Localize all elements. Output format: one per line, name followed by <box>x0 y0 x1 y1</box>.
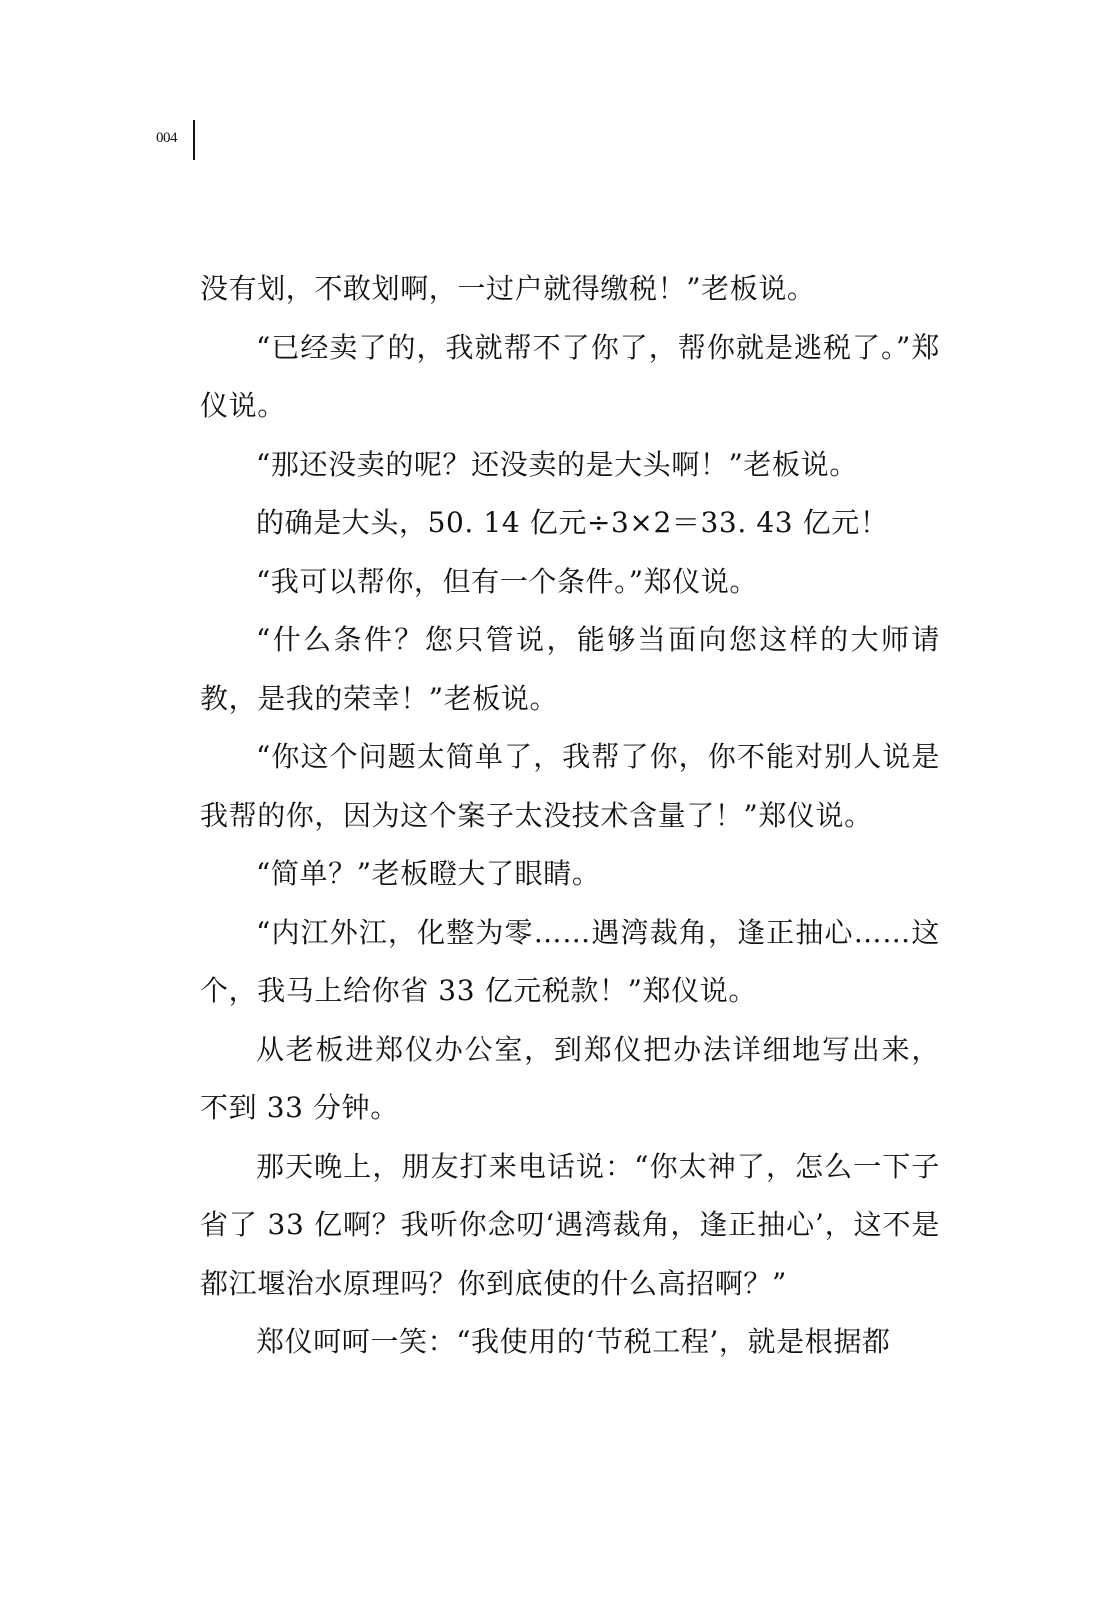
paragraph: “我可以帮你，但有一个条件。”郑仪说。 <box>256 564 759 598</box>
page-number-divider <box>193 120 195 160</box>
paragraph: “内江外江，化整为零……遇湾裁角，逢正抽心……这个，我马上给你省 33 亿元税款！”郑仪说。 <box>200 915 940 1007</box>
paragraph: 郑仪呵呵一笑：“我使用的‘节税工程’，就是根据都 <box>256 1325 891 1358</box>
page-number: 004 <box>156 130 177 146</box>
paragraph: 从老板进郑仪办公室，到郑仪把办法详细地写出来，不到 33 分钟。 <box>200 1032 940 1124</box>
paragraph: 没有划，不敢划啊，一过户就得缴税！”老板说。 <box>200 272 816 305</box>
body-text <box>200 260 940 1372</box>
paragraph: 的确是大头，50. 14 亿元÷3×2＝33. 43 亿元！ <box>256 506 889 539</box>
paragraph: “简单？”老板瞪大了眼睛。 <box>256 857 601 890</box>
paragraph: 那天晚上，朋友打来电话说：“你太神了，怎么一下子省了 33 亿啊？我听你念叨‘遇湾裁角，逢正抽心’，这不是都江堰治水原理吗？你到底使的什么高招啊？” <box>200 1149 940 1300</box>
paragraph: “什么条件？您只管说，能够当面向您这样的大师请教，是我的荣幸！”老板说。 <box>200 623 940 715</box>
paragraph: “那还没卖的呢？还没卖的是大头啊！”老板说。 <box>256 447 858 481</box>
paragraph: “你这个问题太简单了，我帮了你，你不能对别人说是我帮的你，因为这个案子太没技术含量了！”郑仪说。 <box>200 740 940 832</box>
paragraph: “已经卖了的，我就帮不了你了，帮你就是逃税了。”郑仪说。 <box>200 330 940 422</box>
